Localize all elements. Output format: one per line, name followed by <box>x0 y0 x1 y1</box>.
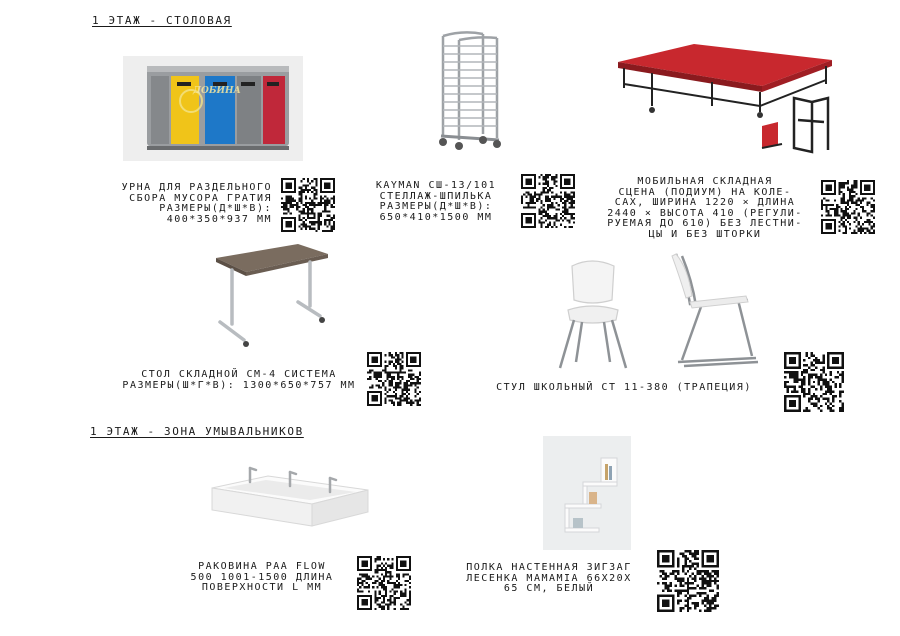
caption-shelf: ПОЛКА НАСТЕННАЯ ЗИГЗАГ ЛЕСЕНКА MAMAMIA 66X20X 65 СМ, БЕЛЫЙ <box>466 562 632 594</box>
qr-code-icon[interactable] <box>521 174 575 228</box>
qr-code-icon[interactable] <box>357 556 411 610</box>
caption-chair: СТУЛ ШКОЛЬНЫЙ СТ 11-380 (ТРАПЕЦИЯ) <box>496 382 752 393</box>
qr-code-icon[interactable] <box>657 550 719 612</box>
bin-logo-watermark: ДОБИНА <box>193 86 241 96</box>
folding-table-image <box>212 240 332 358</box>
qr-code-icon[interactable] <box>784 352 844 412</box>
caption-sink: РАКОВИНА PAA FLOW 500 1001-1500 ДЛИНА ПОВЕРХНОСТИ L ММ <box>190 561 334 593</box>
school-chairs-image <box>552 248 762 370</box>
washbasin-image <box>210 460 370 534</box>
section-title-dining: 1 ЭТАЖ - СТОЛОВАЯ <box>92 14 232 27</box>
waste-bin-image <box>123 56 303 161</box>
caption-stage: МОБИЛЬНАЯ СКЛАДНАЯ СЦЕНА (ПОДИУМ) НА КОЛЕ- САХ, ШИРИНА 1220 × ДЛИНА 2440 × ВЫСОТА 410 (РЕГУЛИ- РУЕМАЯ ДО 610) БЕЗ ЛЕСТНИ- ЦЫ И БЕЗ ШТОРКИ <box>607 176 803 240</box>
qr-code-icon[interactable] <box>367 352 421 406</box>
qr-code-icon[interactable] <box>281 178 335 232</box>
section-title-washroom: 1 ЭТАЖ - ЗОНА УМЫВАЛЬНИКОВ <box>90 425 304 438</box>
zigzag-shelf-image <box>543 436 631 550</box>
trolley-rack-image <box>433 30 507 152</box>
caption-bin: УРНА ДЛЯ РАЗДЕЛЬНОГО СБОРА МУСОРА ГРАТИЯ РАЗМЕРЫ(Д*Ш*В): 400*350*937 ММ <box>121 182 272 225</box>
qr-code-icon[interactable] <box>821 180 875 234</box>
folding-stage-image <box>612 40 838 160</box>
caption-table: СТОЛ СКЛАДНОЙ СМ-4 СИСТЕМА РАЗМЕРЫ(Ш*Г*В): 1300*650*757 ММ <box>122 369 356 391</box>
caption-rack: KAYMAN СШ-13/101 СТЕЛЛАЖ-ШПИЛЬКА РАЗМЕРЫ(Д*Ш*В): 650*410*1500 ММ <box>375 180 497 223</box>
